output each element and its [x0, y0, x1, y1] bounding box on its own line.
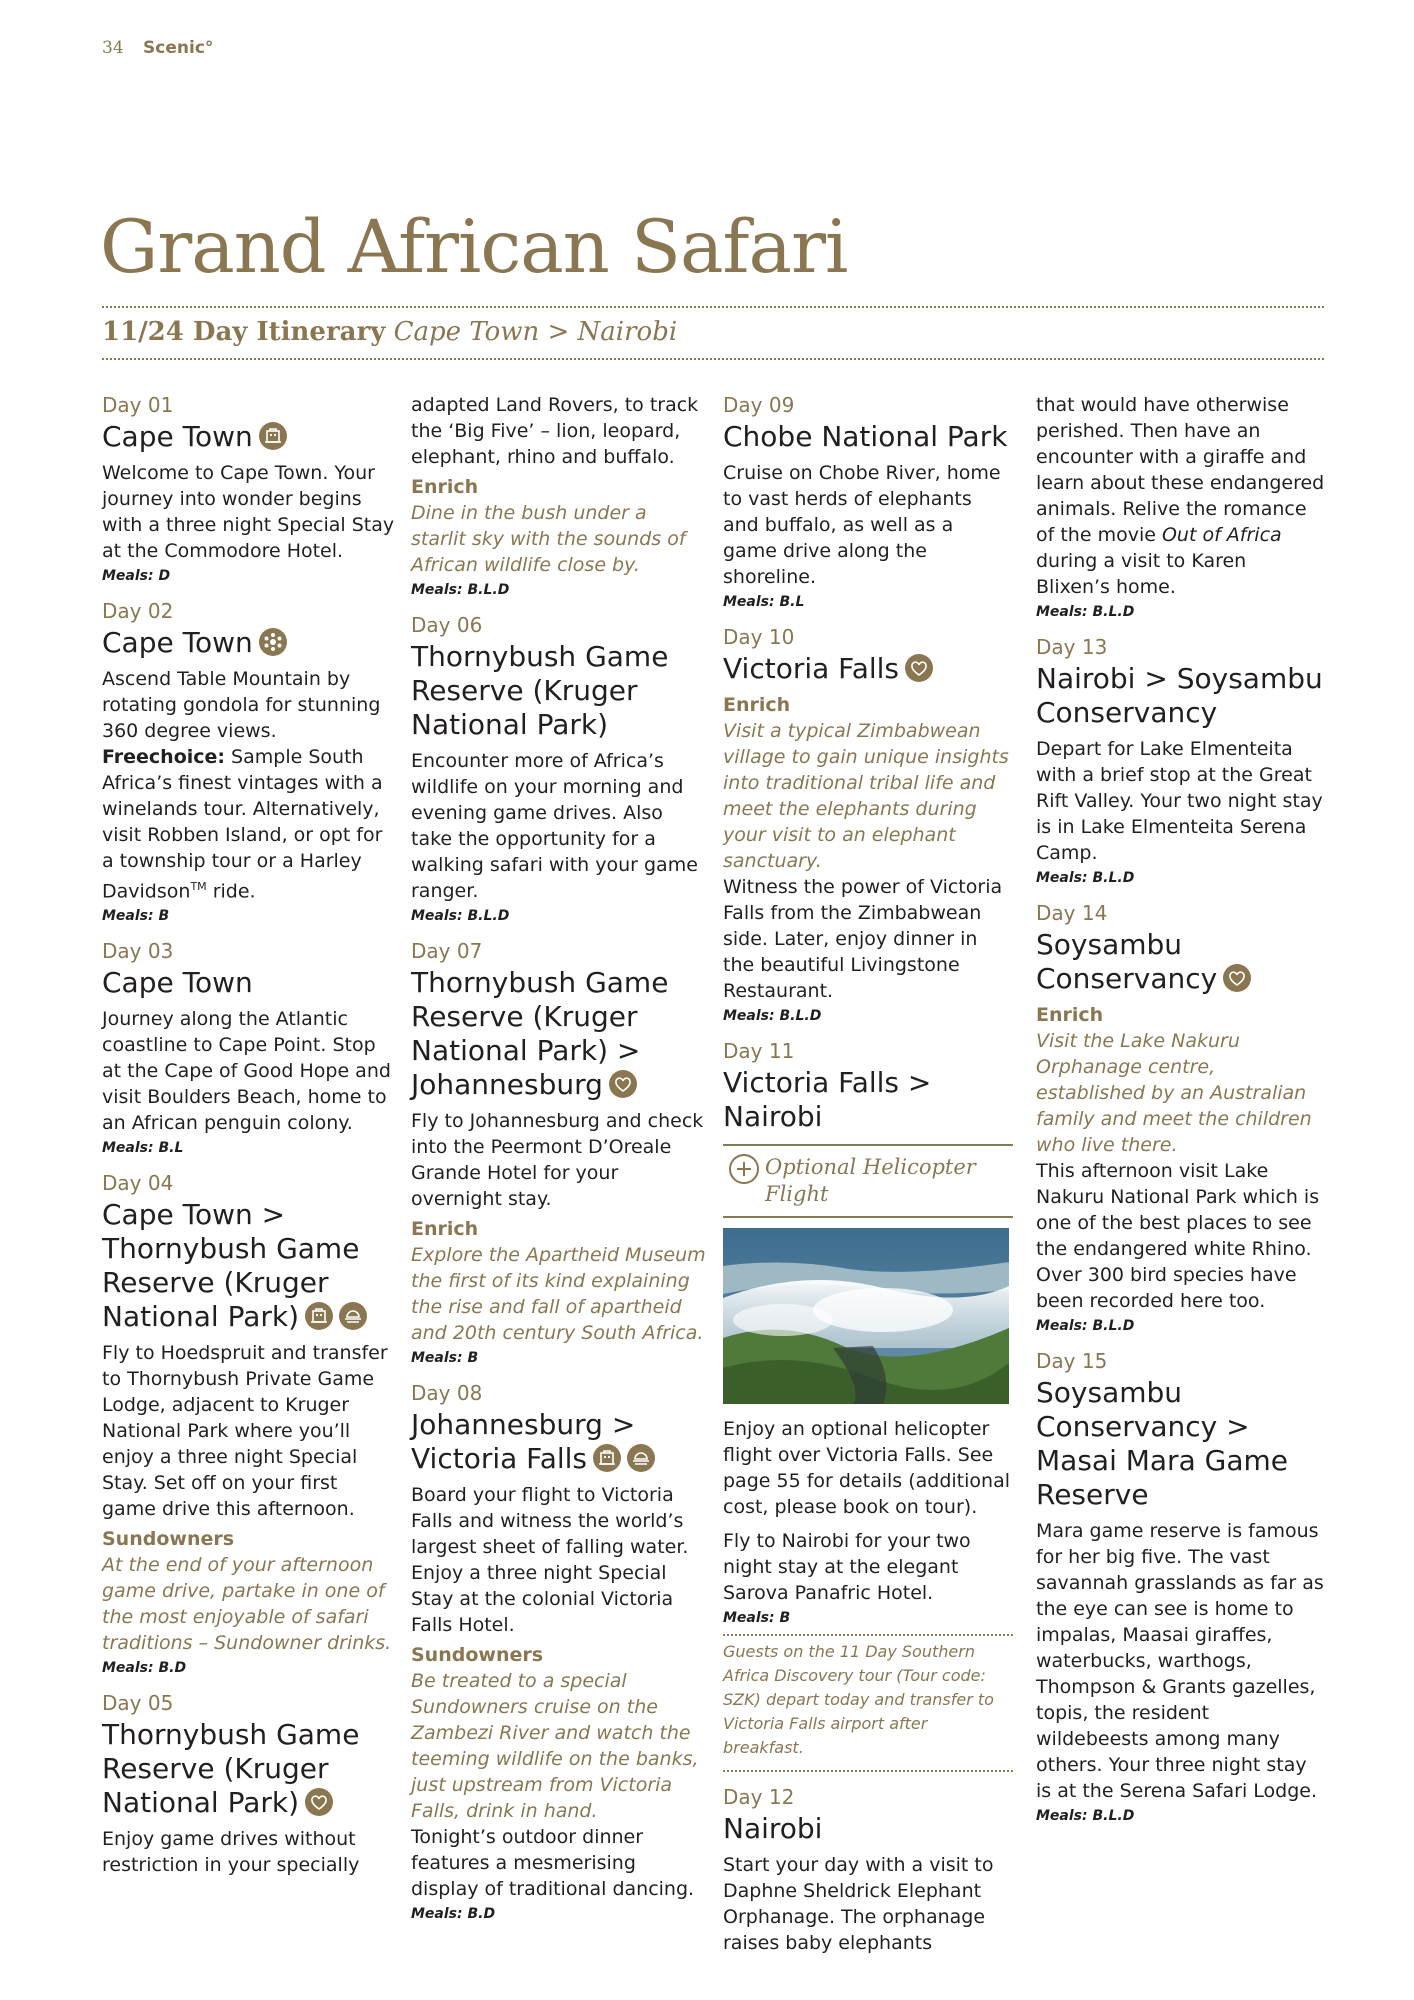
movie-title: Out of Africa	[1161, 524, 1282, 546]
title-divider	[102, 306, 1324, 308]
day-label: Day 13	[1036, 635, 1108, 659]
day-title	[723, 652, 1013, 686]
day-body: Depart for Lake Elmenteita with a brief stop at the Great Rift Valley. Your two night stay is in Lake Elmenteita Serena Camp.	[1036, 738, 1323, 864]
day-label: Day 02	[102, 599, 174, 623]
meals-info: Meals: B.L.D	[1036, 604, 1135, 620]
day-body-text: Ascend Table Mountain by rotating gondola for stunning 360 degree views.	[102, 668, 381, 742]
itinerary-length: 11/24 Day Itinerary	[102, 317, 386, 347]
day-body-text: during a visit to Karen Blixen’s home.	[1036, 550, 1247, 598]
day-title	[411, 966, 706, 1102]
meals-info: Meals: B	[723, 1610, 791, 1626]
day-label: Day 14	[1036, 901, 1108, 925]
meals-info: Meals: B.L.D	[1036, 1808, 1135, 1824]
day-body: Journey along the Atlantic coastline to Cape Point. Stop at the Cape of Good Hope and visit Boulders Beach, home to an African penguin colony.	[102, 1008, 391, 1135]
day-title	[1036, 928, 1326, 996]
day-12-continued	[1036, 392, 1326, 622]
day-body: Board your flight to Victoria Falls and witness the world’s largest sheet of falling water. Enjoy a three night Special Stay at the colonial Victoria Falls Hotel.	[411, 1484, 689, 1636]
day-body: Fly to Hoedspruit and transfer to Thornybush Private Game Lodge, adjacent to Kruger National Park where you’ll enjoy a three night Special Stay. Set off on your first game drive this afternoon.	[102, 1342, 388, 1521]
day-11	[723, 1038, 1013, 1772]
enrich-body: At the end of your afternoon game drive, partake in one of the most enjoyable of safari traditions – Sundowner drinks.	[102, 1554, 392, 1655]
plus-icon	[729, 1154, 759, 1184]
day-body	[102, 666, 397, 904]
meals-info: Meals: B.L.D	[1036, 870, 1135, 886]
enrich-heading: Sundowners	[411, 1644, 544, 1666]
day-04	[102, 1170, 397, 1678]
itinerary-column-4	[1036, 392, 1326, 1830]
day-02	[102, 598, 397, 926]
itinerary-column-1	[102, 392, 397, 1878]
day-title: Cape Town	[102, 966, 253, 1000]
day-title: Thornybush Game Reserve (Kruger National Park)	[411, 640, 669, 741]
optional-helicopter-box	[723, 1144, 1013, 1218]
day-title: Victoria Falls > Nairobi	[723, 1066, 932, 1133]
day-title-text: Thornybush Game Reserve (Kruger National Park)	[102, 1718, 360, 1820]
day-title: Nairobi	[723, 1812, 823, 1845]
day-body: adapted Land Rovers, to track the ‘Big Five’ – lion, leopard, elephant, rhino and buffalo.	[411, 394, 699, 468]
day-label: Day 11	[723, 1039, 795, 1063]
day-label: Day 10	[723, 625, 795, 649]
day-title: Soysambu Conservancy > Masai Mara Game Reserve	[1036, 1376, 1288, 1511]
enrich-heading: Enrich	[723, 694, 791, 716]
meals-info: Meals: B.L	[102, 1140, 184, 1157]
hotel-icon	[259, 422, 287, 450]
day-body: Welcome to Cape Town. Your journey into wonder begins with a three night Special Stay at the Commodore Hotel.	[102, 462, 395, 562]
day-title	[102, 626, 397, 660]
subtitle-divider	[102, 358, 1324, 360]
enrich-heading: Enrich	[1036, 1004, 1104, 1026]
page-number: 34	[102, 38, 124, 58]
running-head	[102, 38, 213, 58]
itinerary-column-3	[723, 392, 1013, 1956]
day-label: Day 15	[1036, 1349, 1108, 1373]
day-title	[102, 1198, 397, 1334]
day-title: Nairobi > Soysambu Conservancy	[1036, 662, 1323, 729]
day-label: Day 09	[723, 393, 795, 417]
meals-info: Meals: B	[102, 908, 170, 925]
meals-info: Meals: B.L	[723, 594, 805, 610]
day-title-text: Cape Town > Thornybush Game Reserve (Kruger National Park)	[102, 1198, 360, 1334]
meals-info: Meals: B.L.D	[723, 1008, 822, 1024]
day-label: Day 04	[102, 1171, 174, 1196]
meals-info: Meals: B.L.D	[411, 582, 510, 598]
day-body-text: Sample South Africa’s finest vintages with a winelands tour. Alternatively, visit Robben Island, or opt for a township tour or a Harley Davidson	[102, 746, 383, 903]
hotel-icon	[305, 1302, 333, 1330]
day-05-continued	[411, 392, 706, 600]
day-title-text: Soysambu Conservancy	[1036, 928, 1218, 995]
day-label: Day 01	[102, 393, 174, 417]
day-body: Enjoy an optional helicopter flight over Victoria Falls. See page 55 for details (additional cost, please book on tour).	[723, 1418, 1010, 1518]
day-body: Tonight’s outdoor dinner features a mesmerising display of traditional dancing.	[411, 1826, 695, 1900]
day-body: This afternoon visit Lake Nakuru National Park which is one of the best places to see the endangered white Rhino. Over 300 bird species have been recorded here too.	[1036, 1160, 1320, 1312]
day-title-text: Johannesburg > Victoria Falls	[411, 1408, 636, 1475]
day-title: Chobe National Park	[723, 420, 1008, 453]
meals-info: Meals: B.D	[102, 1660, 187, 1677]
enrich-icon	[609, 1070, 637, 1098]
day-title-text: Thornybush Game Reserve (Kruger National Park) > Johannesburg	[411, 966, 669, 1101]
tour-note: Guests on the 11 Day Southern Africa Discovery tour (Tour code: SZK) depart today and transfer to Victoria Falls airport after breakfast.	[723, 1642, 994, 1757]
day-09	[723, 392, 1013, 612]
meals-info: Meals: D	[102, 568, 171, 584]
day-body: Fly to Nairobi for your two night stay at the elegant Sarova Panafric Hotel.	[723, 1530, 971, 1604]
freechoice-label: Freechoice:	[102, 746, 226, 768]
day-body: Cruise on Chobe River, home to vast herds of elephants and buffalo, as well as a game drive along the shoreline.	[723, 462, 1001, 588]
day-label: Day 08	[411, 1381, 483, 1405]
day-13	[1036, 634, 1326, 888]
day-title	[102, 1718, 397, 1820]
day-03	[102, 938, 397, 1158]
day-body: Witness the power of Victoria Falls from the Zimbabwean side. Later, enjoy dinner in the beautiful Livingstone Restaurant.	[723, 876, 1003, 1002]
enrich-heading: Enrich	[411, 476, 479, 498]
day-body: Start your day with a visit to Daphne Sheldrick Elephant Orphanage. The orphanage raises baby elephants	[723, 1854, 994, 1954]
day-08	[411, 1380, 706, 1924]
day-body-text: that would have otherwise perished. Then have an encounter with a giraffe and learn about these endangered animals. Relive the romance of the movie	[1036, 394, 1325, 546]
day-15	[1036, 1348, 1326, 1826]
sundowner-icon	[627, 1444, 655, 1472]
day-body: Mara game reserve is famous for her big five. The vast savannah grasslands as far as the eye can see is home to impalas, Maasai giraffes, waterbucks, warthogs, Thompson & Grants gazelles, topis, the resident wildebeests among many others. Your three night stay is at the Serena Safari Lodge.	[1036, 1520, 1324, 1802]
victoria-falls-photo	[723, 1228, 1009, 1404]
day-07	[411, 938, 706, 1368]
enrich-heading: Enrich	[411, 1218, 479, 1240]
day-label: Day 05	[102, 1691, 174, 1716]
enrich-body: Visit the Lake Nakuru Orphanage centre, established by an Australian family and meet the children who live there.	[1036, 1030, 1312, 1156]
day-label: Day 07	[411, 939, 483, 963]
enrich-icon	[905, 654, 933, 682]
day-label: Day 06	[411, 613, 483, 637]
freechoice-icon	[259, 628, 287, 656]
optional-helicopter-title: Optional Helicopter Flight	[765, 1155, 976, 1206]
day-body: Encounter more of Africa’s wildlife on your morning and evening game drives. Also take the opportunity for a walking safari with your game ranger.	[411, 750, 698, 902]
day-12	[723, 1784, 1013, 1956]
trademark: TM	[190, 880, 207, 893]
sundowner-icon	[339, 1302, 367, 1330]
itinerary-column-2	[411, 392, 706, 1928]
enrich-icon	[305, 1788, 333, 1816]
meals-info: Meals: B.L.D	[411, 908, 510, 924]
enrich-icon	[1223, 964, 1251, 992]
day-body	[1036, 392, 1326, 600]
itinerary-subtitle	[102, 317, 677, 347]
enrich-heading: Sundowners	[102, 1528, 235, 1551]
day-label: Day 12	[723, 1785, 795, 1809]
note-divider	[723, 1634, 1013, 1636]
enrich-body: Visit a typical Zimbabwean village to gain unique insights into traditional tribal life and meet the elephants during your visit to an elephant sanctuary.	[723, 720, 1009, 872]
day-title-text: Cape Town	[102, 626, 253, 659]
day-01	[102, 392, 397, 586]
day-body: Fly to Johannesburg and check into the Peermont D’Oreale Grande Hotel for your overnight stay.	[411, 1110, 704, 1210]
note-divider	[723, 1770, 1013, 1772]
day-label: Day 03	[102, 939, 174, 964]
itinerary-route: Cape Town > Nairobi	[393, 317, 678, 347]
hotel-icon	[593, 1444, 621, 1472]
enrich-body: Dine in the bush under a starlit sky with the sounds of African wildlife close by.	[411, 502, 686, 576]
day-05	[102, 1690, 397, 1878]
brand-name: Scenic°	[143, 38, 214, 58]
page-title: Grand African Safari	[100, 205, 848, 290]
meals-info: Meals: B.D	[411, 1906, 496, 1922]
meals-info: Meals: B.L.D	[1036, 1318, 1135, 1334]
day-body: Enjoy game drives without restriction in your specially	[102, 1828, 360, 1877]
day-body-text: ride.	[206, 880, 256, 903]
day-title-text: Victoria Falls	[723, 652, 900, 685]
day-06	[411, 612, 706, 926]
day-title-text: Cape Town	[102, 420, 253, 453]
day-title	[102, 420, 397, 454]
enrich-body: Be treated to a special Sundowners cruise on the Zambezi River and watch the teeming wildlife on the banks, just upstream from Victoria Falls, drink in hand.	[411, 1670, 699, 1822]
meals-info: Meals: B	[411, 1350, 479, 1366]
day-14	[1036, 900, 1326, 1336]
day-title	[411, 1408, 706, 1476]
day-10	[723, 624, 1013, 1026]
enrich-body: Explore the Apartheid Museum the first of its kind explaining the rise and fall of apartheid and 20th century South Africa.	[411, 1244, 706, 1344]
